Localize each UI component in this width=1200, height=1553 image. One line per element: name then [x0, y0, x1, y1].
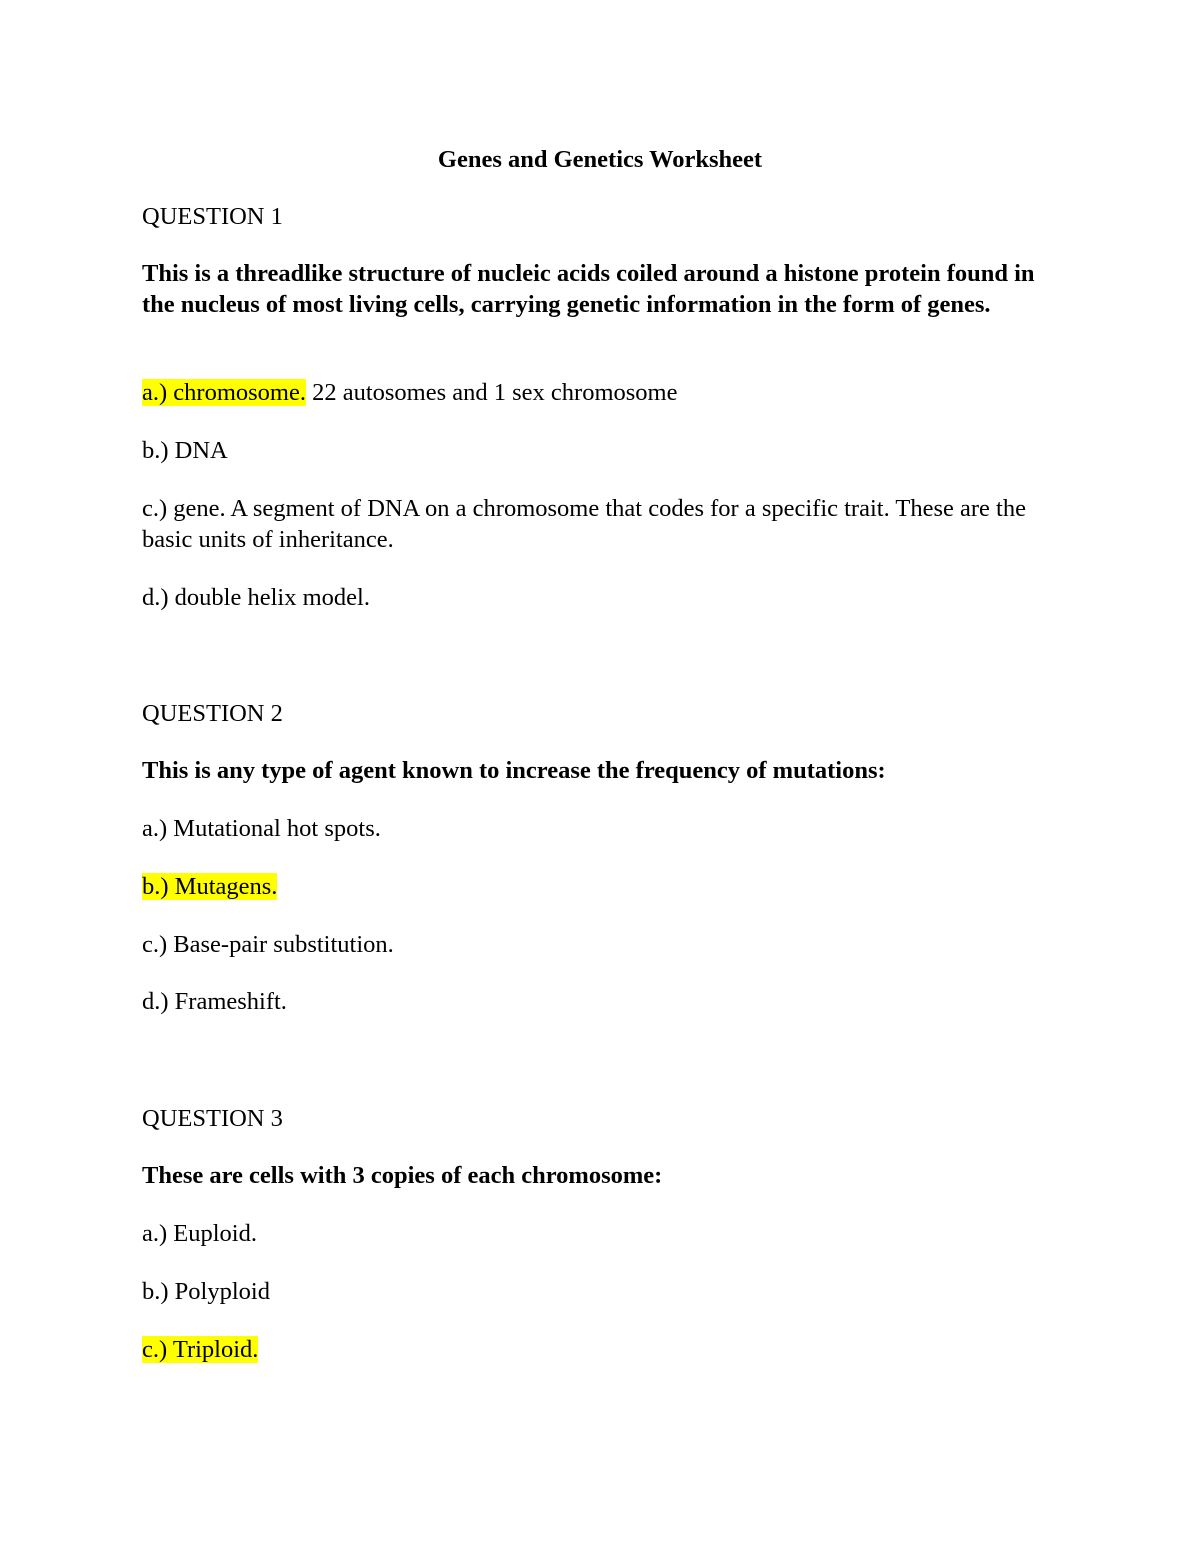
question-2-option-d: d.) Frameshift. [142, 988, 287, 1015]
question-3-option-b: b.) Polyploid [142, 1278, 270, 1305]
answer-highlight: c.) Triploid. [142, 1336, 259, 1363]
question-1-prompt: This is a threadlike structure of nucleic acids coiled around a histone protein found in the nucleus of most living cells, carrying genetic information in the form of genes. [142, 260, 1035, 318]
answer-highlight: a.) chromosome. [142, 379, 306, 406]
question-2-prompt: This is any type of agent known to increase the frequency of mutations: [142, 757, 886, 784]
question-2-option-c: c.) Base-pair substitution. [142, 931, 394, 958]
question-3-option-c [142, 1334, 258, 1365]
question-1-option-a [142, 377, 678, 408]
question-1-option-d: d.) double helix model. [142, 584, 370, 611]
question-1-heading: QUESTION 1 [142, 203, 283, 230]
worksheet-title: Genes and Genetics Worksheet [437, 146, 763, 173]
question-1-option-b: b.) DNA [142, 437, 228, 464]
question-2-option-b [142, 871, 277, 902]
question-3-option-a: a.) Euploid. [142, 1220, 257, 1247]
question-3-prompt: These are cells with 3 copies of each chromosome: [142, 1162, 663, 1189]
question-2-heading: QUESTION 2 [142, 700, 283, 727]
question-1-option-c: c.) gene. A segment of DNA on a chromosome that codes for a specific trait. These are the basic units of inheritance. [142, 495, 1026, 553]
option-a-note: 22 autosomes and 1 sex chromosome [305, 379, 678, 406]
answer-highlight: b.) Mutagens. [142, 873, 278, 900]
question-2-option-a: a.) Mutational hot spots. [142, 815, 381, 842]
question-3-heading: QUESTION 3 [142, 1105, 283, 1132]
